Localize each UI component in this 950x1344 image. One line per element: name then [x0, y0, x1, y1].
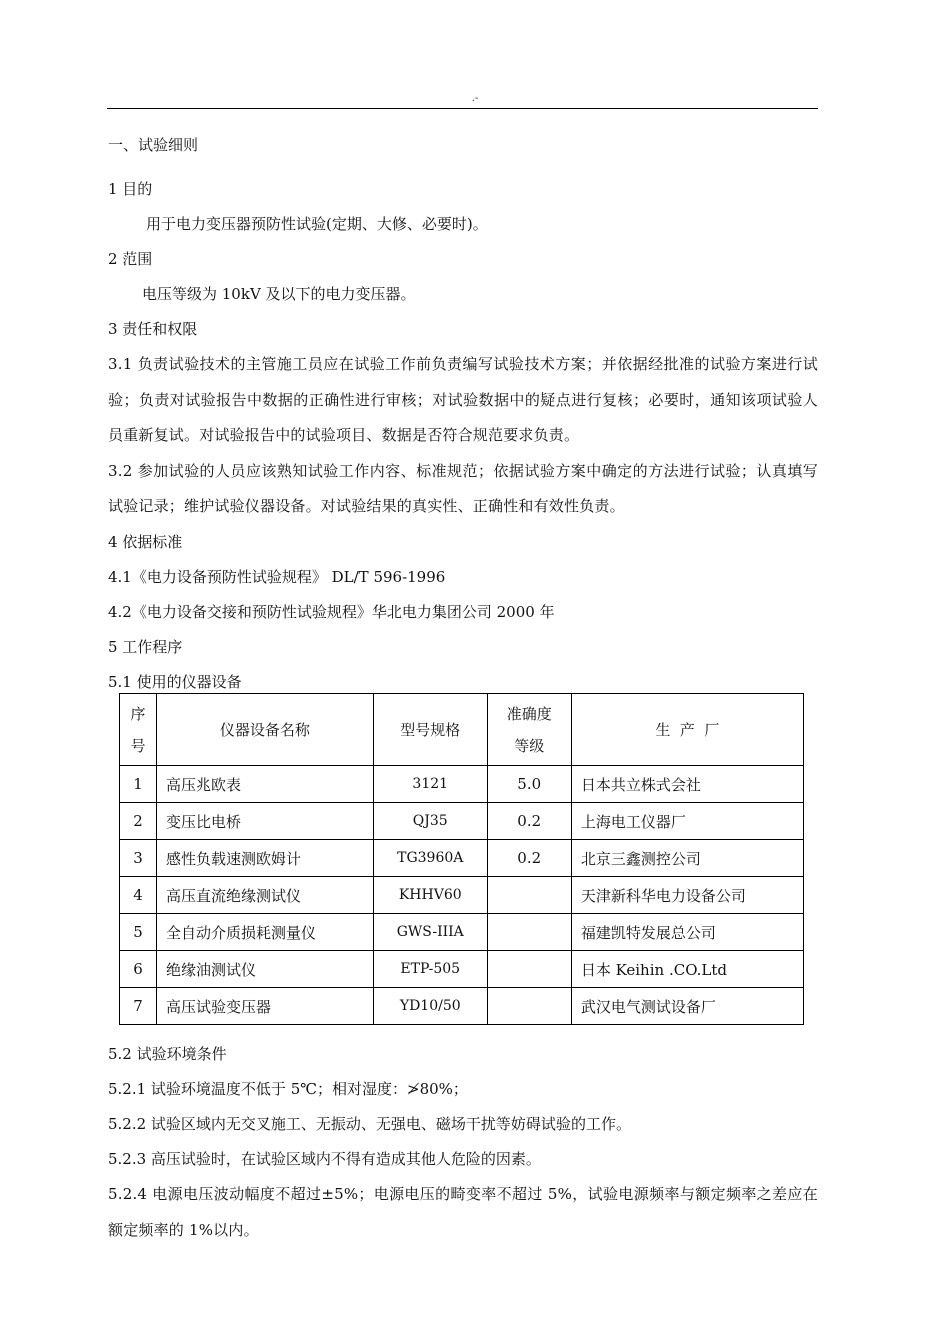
cell-no: 3	[120, 840, 157, 877]
cell-maker: 北京三鑫测控公司	[571, 840, 803, 877]
cell-grade: 0.2	[487, 840, 571, 877]
purpose-text: 用于电力变压器预防性试验(定期、大修、必要时)。	[146, 215, 488, 233]
header-mark: .-	[471, 93, 479, 104]
cell-grade: 5.0	[487, 766, 571, 803]
environment-item-3: 5.2.3 高压试验时，在试验区域内不得有造成其他人危险的因素。	[108, 1150, 541, 1168]
table-row	[120, 988, 804, 1025]
cell-grade	[487, 951, 571, 988]
cell-no: 6	[120, 951, 157, 988]
cell-no: 2	[120, 803, 157, 840]
cell-no: 7	[120, 988, 157, 1025]
cell-name: 高压兆欧表	[157, 766, 374, 803]
table-row	[120, 877, 804, 914]
table-row	[120, 803, 804, 840]
cell-model: TG3960A	[373, 840, 487, 877]
responsibility-heading: 3 责任和权限	[108, 320, 198, 338]
header-name: 仪器设备名称	[157, 694, 374, 766]
cell-model: QJ35	[373, 803, 487, 840]
environment-item-1: 5.2.1 试验环境温度不低于 5℃；相对湿度：≯80%；	[108, 1080, 468, 1098]
cell-grade	[487, 877, 571, 914]
header-maker: 生 产 厂	[571, 694, 803, 766]
cell-name: 全自动介质损耗测量仪	[157, 914, 374, 951]
cell-grade	[487, 914, 571, 951]
cell-maker: 日本 Keihin .CO.Ltd	[571, 951, 803, 988]
header-grade	[487, 694, 571, 766]
cell-model: KHHV60	[373, 877, 487, 914]
environment-heading: 5.2 试验环境条件	[108, 1045, 227, 1063]
cell-grade: 0.2	[487, 803, 571, 840]
cell-maker: 武汉电气测试设备厂	[571, 988, 803, 1025]
cell-model: 3121	[373, 766, 487, 803]
header-rule	[107, 108, 818, 109]
section-title: 一、试验细则	[108, 136, 199, 154]
cell-no: 4	[120, 877, 157, 914]
cell-model: YD10/50	[373, 988, 487, 1025]
table-row	[120, 951, 804, 988]
header-no-line2: 号	[130, 736, 146, 755]
header-no	[120, 694, 157, 766]
cell-grade	[487, 988, 571, 1025]
cell-name: 绝缘油测试仪	[157, 951, 374, 988]
cell-maker: 日本共立株式会社	[571, 766, 803, 803]
table-row	[120, 766, 804, 803]
cell-no: 1	[120, 766, 157, 803]
standards-heading: 4 依据标准	[108, 532, 183, 551]
header-grade-line2: 等级	[514, 736, 545, 755]
table-row	[120, 840, 804, 877]
procedure-heading: 5 工作程序	[108, 637, 183, 656]
environment-item-2: 5.2.2 试验区域内无交叉施工、无振动、无强电、磁场干扰等妨碍试验的工作。	[108, 1115, 631, 1133]
procedure-5-1: 5.1 使用的仪器设备	[108, 672, 242, 691]
purpose-heading: 1 目的	[108, 180, 153, 198]
header-model: 型号规格	[373, 694, 487, 766]
header-grade-line1: 准确度	[506, 704, 552, 723]
cell-name: 高压试验变压器	[157, 988, 374, 1025]
cell-model: ETP-505	[373, 951, 487, 988]
scope-heading: 2 范围	[108, 250, 153, 268]
cell-no: 5	[120, 914, 157, 951]
scope-text: 电压等级为 10kV 及以下的电力变压器。	[142, 285, 416, 303]
environment-section	[108, 1037, 818, 1248]
table-header-row	[120, 694, 804, 766]
document-body	[108, 128, 818, 700]
equipment-table	[119, 693, 804, 1025]
header-no-line1: 序	[130, 704, 146, 723]
cell-model: GWS-IIIA	[373, 914, 487, 951]
cell-maker: 天津新科华电力设备公司	[571, 877, 803, 914]
standard-4-1: 4.1《电力设备预防性试验规程》 DL/T 596-1996	[108, 567, 446, 586]
cell-name: 变压比电桥	[157, 803, 374, 840]
cell-maker: 福建凯特发展总公司	[571, 914, 803, 951]
standard-4-2: 4.2《电力设备交接和预防性试验规程》华北电力集团公司 2000 年	[108, 602, 555, 621]
cell-name: 高压直流绝缘测试仪	[157, 877, 374, 914]
responsibility-3-2: 3.2 参加试验的人员应该熟知试验工作内容、标准规范；依据试验方案中确定的方法进行试验；认真填写试验记录；维护试验仪器设备。对试验结果的真实性、正确性和有效性负责。	[108, 461, 818, 515]
environment-item-4: 5.2.4 电源电压波动幅度不超过±5%；电源电压的畸变率不超过 5%，试验电源频率与额定频率之差应在额定频率的 1%以内。	[108, 1185, 818, 1239]
table-row	[120, 914, 804, 951]
cell-name: 感性负载速测欧姆计	[157, 840, 374, 877]
cell-maker: 上海电工仪器厂	[571, 803, 803, 840]
responsibility-3-1: 3.1 负责试验技术的主管施工员应在试验工作前负责编写试验技术方案；并依据经批准的试验方案进行试验；负责对试验报告中数据的正确性进行审核；对试验数据中的疑点进行复核；必要时，通知该项试验人员重新复试。对试验报告中的试验项目、数据是否符合规范要求负责。	[108, 355, 818, 444]
